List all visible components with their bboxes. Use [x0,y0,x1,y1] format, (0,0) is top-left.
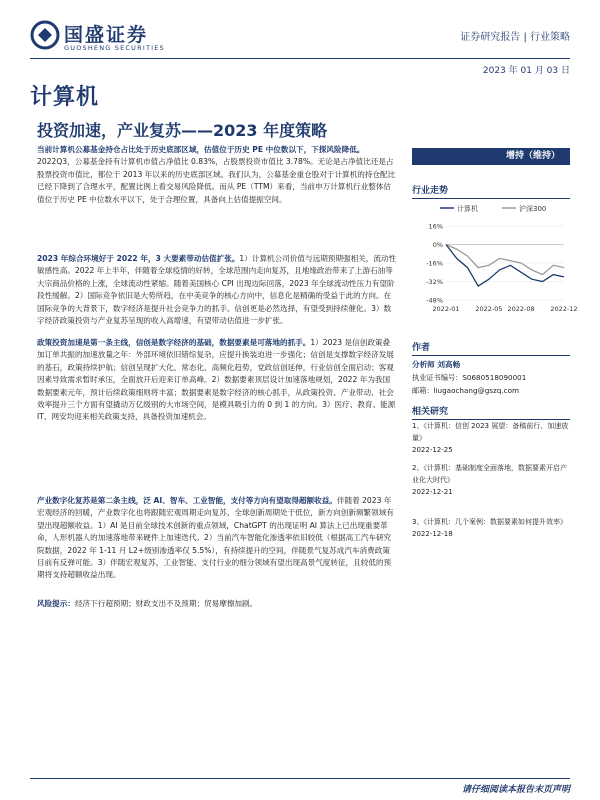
company-name-en: GUOSHENG SECURITIES [64,44,165,52]
related-item-1[interactable] [412,420,572,456]
risk-warning [37,598,397,609]
series-line [446,245,564,287]
rating-badge: 增持（维持） [412,148,570,165]
x-tick-label: 2022-05 [475,305,503,313]
industry-trend-chart [412,200,578,320]
chart-legend [440,204,546,213]
report-date: 2023 年 01 月 03 日 [482,66,570,76]
analyst-name: 分析师 刘高畅 [412,360,461,369]
related-section-title: 相关研究 [412,404,570,420]
paragraph-valuation [37,144,397,206]
chart-grid [446,226,564,300]
series-line [446,245,564,275]
y-tick-label: -48% [426,296,443,305]
company-name: 国盛证券 [64,24,149,46]
analyst-license: 执业证书编号：S0680518090001 [412,373,527,382]
report-type: 证券研究报告 | 行业策略 [460,32,570,43]
y-tick-label: -16% [426,259,443,268]
paragraph-body: 1）计算机公司价值与远期预期强相关，流动性敏感性高。2022 年上半年，伴随着全球疫情的好转，全球范围内走向复苏，且地缘政治带来了上游石油等大宗商品价格的上涨，全球流动性紧缩。随着美国核心 CPI 出现边际回落，2023 年全球流动性压力有望阶段性缓解。2）国际竞争依旧是大势所趋，在中美竞争的核心方向中，信息化是精确的受益于此的方向。在国际竞争的大背景下，数字经济是提升社会竞争力的抓手。信创更是必然选择，有望受到持续催化。3）数字经济政策投资与产业复苏呈现的收入高增速，有望带动估值进一步扩张。 [37,254,397,326]
footer-disclaimer: 请仔细阅读本报告末页声明 [461,785,570,795]
related-item-date: 2022-12-18 [412,530,453,538]
x-tick-label: 2022-01 [432,305,460,313]
paragraph-body: 伴随着 2023 年宏观经济的回暖，产业数字化也将跟随宏观周期走向复苏，全球创新周期处于低位，新方向创新频繁领域有望出现超额收益。1）AI 是目前全球技术创新的重点领域，ChatGPT 的出现证明 AI 算法上已出现重要革命，人形机器人的加速落地带来硬件上加速迭代。2）当前汽车智能化渗透率依旧较低（根据高工汽车研究院数据，2022 年 1-11 月 L2+级别渗透率仅 5.5%），有持续提升的空间，伴随景气复苏成汽车消费政策目前有反弹可能。3）伴随宏观复苏，工业智能、支付行业的细分领域有望出现高景气度转征，且较低的预期将支持超额收益出现。 [37,496,394,580]
related-item-2[interactable] [412,462,572,498]
related-item-text[interactable]: 1、《计算机：信创 2023 展望：备稿前行、加速放量》 [412,422,569,442]
y-tick-label: 16% [428,222,443,231]
paragraph-industry-digital [37,495,397,582]
paragraph-lead: 当前计算机公募基金持仓占比处于历史底部区域，估值位于历史 PE 中位数以下，下探风险降低。 [37,145,365,154]
x-tick-label: 2022-08 [507,305,535,313]
legend-label: 计算机 [457,205,478,213]
paragraph-environment [37,253,397,327]
trend-section-title: 行业走势 [412,183,570,199]
related-item-3[interactable] [412,516,572,540]
footer-divider [30,778,570,779]
chart-y-axis [426,223,443,305]
related-item-text[interactable]: 3、《计算机：几个案例：数据要素如何提升效率》 [412,518,567,526]
header-divider [30,58,570,59]
risk-lead: 风险提示： [37,599,75,608]
related-item-date: 2022-12-25 [412,446,453,454]
chart-x-axis [432,305,577,313]
company-logo-icon [30,20,60,50]
x-tick-label: 2022-12 [550,305,578,313]
paragraph-body: 2022Q3，公募基金持有计算机市值占净值比 0.83%，占股票投资市值比 3.78%。无论是占净值比还是占股票投资市值比，都位于 2013 年以来的历史底部区域。我们认为，公募基金重仓股对于计算机的持仓配比已经下降到了合理水平，配置比例上看交易风险降低。而从 PE（TTM）来看，当前申万计算机行业整体估值位于历史 PE 中位数水平以下，处于合理位置，具备向上估值提振空间。 [37,157,396,204]
paragraph-lead: 2023 年综合环境好于 2022 年，3 大要素带动估值扩张。 [37,254,240,263]
chart-series [446,245,564,287]
legend-label: 沪深300 [519,205,547,213]
related-item-text[interactable]: 2、《计算机：基础制度全面落地，数据要素开启产业化大时代》 [412,464,567,484]
y-tick-label: 0% [432,241,443,249]
paragraph-lead: 政策投资加速是第一条主线，信创是数字经济的基础，数据要素是可落地的抓手。 [37,338,311,347]
paragraph-policy [37,337,397,424]
analyst-email[interactable]: 邮箱：liugaochang@gszq.com [412,386,519,395]
risk-body: 经济下行超预期；财政支出不及预期；贸易摩擦加剧。 [74,599,258,608]
related-item-date: 2022-12-21 [412,488,453,496]
report-headline: 投资加速，产业复苏——2023 年度策略 [37,121,328,140]
industry-title: 计算机 [30,85,100,110]
y-tick-label: -32% [426,278,443,286]
paragraph-lead: 产业数字化复苏是第二条主线，泛 AI、智车、工业智能，支付等方向有望取得超额收益。 [37,496,337,505]
author-section-title: 作者 [412,340,570,356]
paragraph-body: 1）2023 是信创政策叠加订单共振的加速放量之年：外部环境依旧错综复杂，应提升换装迫进一步强化；信创是支撑数字经济发展的基石，政策持续护航；信创呈现扩大化、常态化、高频化趋势，党政信创延伸，行业信创全面启动；客观因素导致需求暂时承压，全面放开后迎来订单高峰。2）数据要素顶层设计加速落地规划，2022 年为我国数据要素元年，预计后续政策细则将丰富；数据要素是数字经济的核心抓手，从政策投资、产业带动、社会效率提升三个方面有望撬动万亿级别的大市场空间，是模具吸引力的 0 到 1 的方向。3）医疗、教育、能源 IT、网安均迎来相关政策支持，具备投资加速机会。 [37,338,396,422]
